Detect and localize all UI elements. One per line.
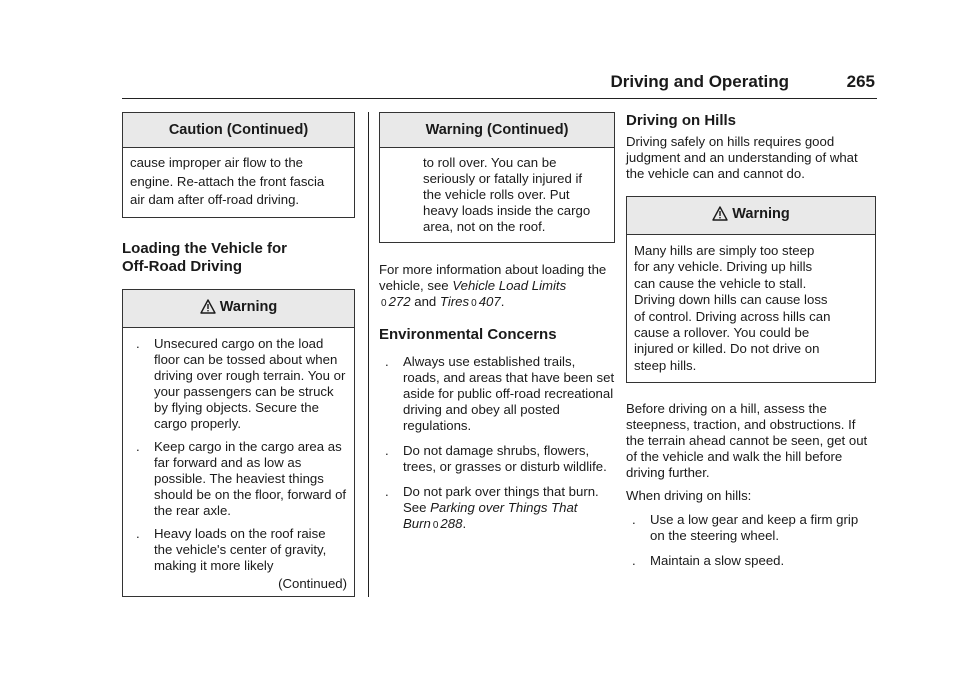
hills-paragraph: Before driving on a hill, assess the steepness, traction, and obstructions. If the terrain ahead cannot be seen, get out of the vehicle and walk the hill before driving further.: [626, 401, 868, 481]
warning-line: for any vehicle. Driving up hills: [634, 259, 813, 275]
environmental-heading: Environmental Concerns: [379, 326, 557, 343]
warning-continued-box: [379, 112, 615, 243]
warning-body: [123, 328, 354, 596]
hills-list: [626, 512, 876, 569]
warning-line: Many hills are simply too steep: [634, 243, 815, 258]
list-item: . Do not damage shrubs, flowers, trees, or grasses or disturb wildlife.: [385, 443, 607, 474]
warning-line: cause a rollover. You could be: [634, 325, 810, 341]
continued-label: (Continued): [278, 575, 347, 591]
list-item: . Always use established trails, roads, and areas that have been set aside for public off-road recreational driving and obey all posted regulations.: [385, 354, 615, 433]
hills-warning-body: [627, 235, 875, 382]
warning-line: Driving down hills can cause loss: [634, 292, 828, 308]
list-item: . Do not park over things that burn. See Parking over Things That Burn 0 288.: [385, 484, 599, 531]
hills-intro: Driving safely on hills requires good judgment and an understanding of what the vehicle can and cannot do.: [626, 134, 858, 181]
caution-body: [123, 148, 354, 217]
hills-warning-title: Warning: [732, 206, 790, 222]
loading-heading: [122, 240, 355, 276]
caution-line: cause improper air flow to the: [130, 155, 303, 170]
warning-line: steep hills.: [634, 357, 697, 373]
heading-line: Off-Road Driving: [122, 257, 242, 275]
warning-continued-title: Warning (Continued): [380, 113, 614, 148]
warning-header: [123, 290, 354, 328]
column-divider: [368, 112, 369, 597]
caution-title: Caution (Continued): [123, 113, 354, 148]
warning-line: of control. Driving across hills can: [634, 308, 831, 324]
ref-vehicle-load-limits[interactable]: Vehicle Load Limits: [452, 278, 567, 293]
hills-list-intro: When driving on hills:: [626, 488, 752, 504]
warning-box: [122, 289, 355, 597]
caution-line: engine. Re-attach the front fascia: [130, 173, 325, 189]
column-1: [122, 112, 355, 597]
list-item: . Maintain a slow speed.: [632, 553, 785, 569]
hills-heading: Driving on Hills: [626, 112, 737, 129]
list-item: . Keep cargo in the cargo area as far forward and as low as possible. The heaviest things should be on the floor, forward of the rear axle.: [136, 438, 347, 518]
warning-triangle-icon: [712, 206, 728, 225]
ref-tires[interactable]: Tires: [439, 294, 470, 309]
column-3: [626, 112, 876, 576]
warning-triangle-icon: [200, 299, 216, 318]
warning-line: injured or killed. Do not drive on: [634, 341, 820, 357]
page-number: 265: [846, 72, 875, 91]
page-ref-icon: 0: [432, 520, 439, 531]
ref-parking-over-things[interactable]: Parking over Things That Burn: [403, 500, 578, 531]
list-item: . Heavy loads on the roof raise the vehicle's center of gravity, making it more likely: [136, 525, 327, 573]
warning-title: Warning: [219, 298, 278, 315]
page-ref-icon: 0: [471, 298, 477, 309]
column-2: [379, 112, 615, 541]
section-title: Driving and Operating: [610, 72, 789, 91]
heading-line: Loading the Vehicle for: [122, 239, 288, 257]
page-ref-icon: 0: [381, 298, 387, 309]
warning-continued-body: to roll over. You can be seriously or fatally injured if the vehicle rolls over. Put heavy loads inside the cargo area, not on the roof.: [423, 155, 591, 234]
list-item: . Use a low gear and keep a firm grip on the steering wheel.: [632, 512, 859, 544]
warning-line: can cause the vehicle to stall.: [634, 275, 807, 291]
more-info-paragraph: For more information about loading the vehicle, see Vehicle Load Limits 0 272 and Tires 0 407.: [379, 262, 607, 309]
hills-warning-box: [626, 196, 876, 383]
caution-box: [122, 112, 355, 218]
hills-warning-header: [627, 197, 875, 235]
environmental-list: [379, 354, 615, 534]
list-item: . Unsecured cargo on the load floor can be tossed about when driving over rough terrain. You or your passengers can be struck by flying objects. Secure the cargo properly.: [136, 335, 346, 431]
page-header: [122, 70, 877, 99]
caution-line: air dam after off-road driving.: [130, 192, 300, 207]
